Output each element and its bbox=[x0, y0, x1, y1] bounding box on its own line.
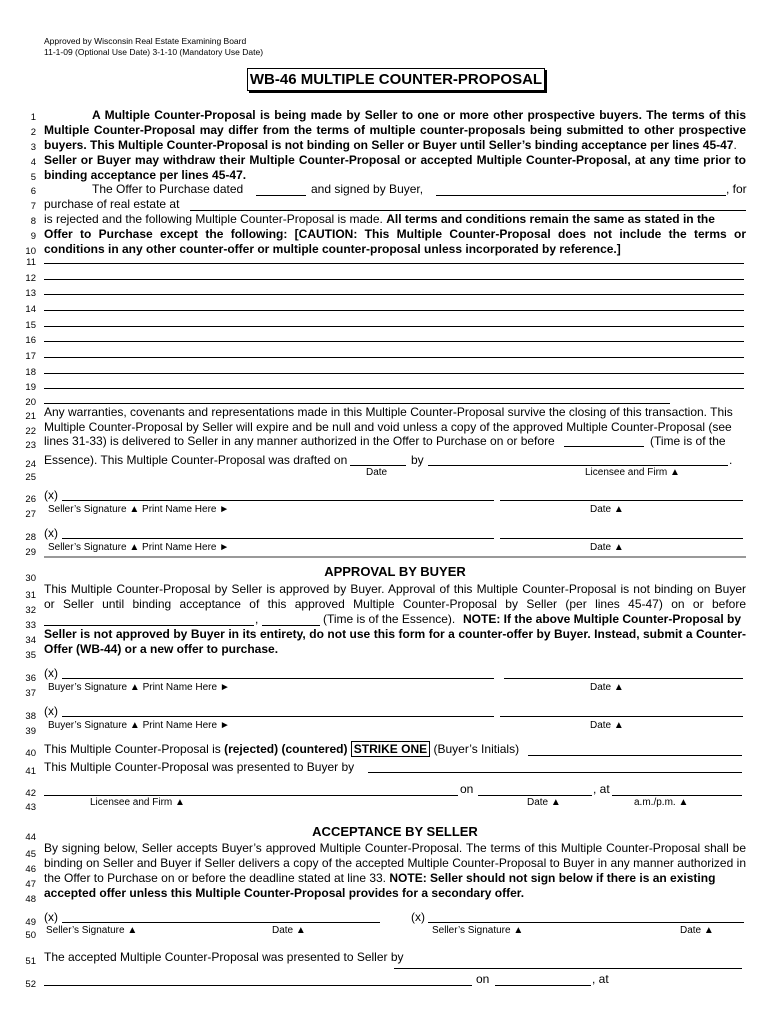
line-number: 13 bbox=[25, 288, 36, 299]
counter-terms-line-18[interactable] bbox=[44, 373, 744, 374]
counter-terms-line-13[interactable] bbox=[44, 294, 744, 295]
by-label: by bbox=[411, 453, 424, 467]
seller-2-x: (x) bbox=[44, 526, 58, 540]
presented-seller-firm-field[interactable] bbox=[44, 985, 472, 986]
intro-line-1: A Multiple Counter-Proposal is being made by Seller to one or more other prospective buyers. The terms of this bbox=[92, 108, 746, 122]
licensee-firm-caption-2: Licensee and Firm ▲ bbox=[90, 797, 185, 808]
line-34: Seller is not approved by Buyer in its entirety, do not use this form for a counter-offer by Buyer. Instead, submit a Counter- bbox=[44, 627, 746, 641]
counter-terms-line-16[interactable] bbox=[44, 341, 744, 342]
counter-terms-line-15[interactable] bbox=[44, 326, 744, 327]
line-number: 20 bbox=[25, 397, 36, 408]
line-21: Any warranties, covenants and representations made in this Multiple Counter-Proposal survive the closing of this transaction. This bbox=[44, 405, 733, 419]
line-9: Offer to Purchase except the following: [CAUTION: This Multiple Counter-Proposal does not include the terms or bbox=[44, 227, 746, 241]
line-number: 42 bbox=[25, 788, 36, 799]
deadline-field[interactable] bbox=[564, 446, 644, 447]
line-8: is rejected and the following Multiple Counter-Proposal is made. All terms and conditions remain the same as stated in the bbox=[44, 212, 715, 226]
time-of-essence-label: (Time is of the bbox=[650, 434, 726, 448]
line-number: 23 bbox=[25, 440, 36, 451]
line-number: 21 bbox=[25, 411, 36, 422]
buyer-1-x: (x) bbox=[44, 666, 58, 680]
counter-terms-line-19[interactable] bbox=[44, 388, 744, 389]
time-essence-text: (Time is of the Essence). bbox=[323, 612, 456, 626]
line-46: binding on Seller and Buyer if Seller delivers a copy of the accepted Multiple Counter-Proposal to Buyer in any manner authorized in bbox=[44, 856, 746, 870]
buyer-2-date-caption: Date ▲ bbox=[590, 720, 624, 731]
counter-terms-line-20[interactable] bbox=[44, 403, 670, 404]
date-caption-2: Date ▲ bbox=[527, 797, 561, 808]
line-number: 44 bbox=[25, 832, 36, 843]
for-label: , for bbox=[726, 182, 747, 196]
presented-buyer-firm-field[interactable] bbox=[44, 795, 458, 796]
line-number: 52 bbox=[25, 979, 36, 990]
line-number: 10 bbox=[25, 246, 36, 257]
presented-seller-date-field[interactable] bbox=[495, 985, 591, 986]
presented-to-buyer-by-field[interactable] bbox=[368, 772, 742, 773]
signed-by-buyer-label: and signed by Buyer, bbox=[311, 182, 424, 196]
line-48: accepted offer unless this Multiple Counter-Proposal provides for a secondary offer. bbox=[44, 886, 525, 900]
line-41-text: This Multiple Counter-Proposal was presented to Buyer by bbox=[44, 760, 355, 774]
accept-seller-1-x: (x) bbox=[44, 910, 58, 924]
accept-seller-2-signature-field[interactable] bbox=[428, 922, 744, 923]
line-number: 50 bbox=[25, 930, 36, 941]
line-number: 25 bbox=[25, 472, 36, 483]
accept-seller-2-x: (x) bbox=[411, 910, 425, 924]
accept-seller-1-caption: Seller’s Signature ▲ bbox=[46, 925, 138, 936]
presented-to-seller-by-field[interactable] bbox=[394, 968, 742, 969]
line-number: 5 bbox=[30, 172, 36, 183]
on-label: on bbox=[460, 782, 474, 796]
licensee-firm-caption: Licensee and Firm ▲ bbox=[585, 467, 680, 478]
seller-2-date-field[interactable] bbox=[500, 538, 743, 539]
accept-seller-1-date-caption: Date ▲ bbox=[272, 925, 306, 936]
line-number: 30 bbox=[25, 573, 36, 584]
line-number: 48 bbox=[25, 894, 36, 905]
offer-dated-label: The Offer to Purchase dated bbox=[92, 182, 244, 196]
presented-buyer-date-field[interactable] bbox=[478, 795, 592, 796]
line-number: 14 bbox=[25, 304, 36, 315]
line-number: 16 bbox=[25, 335, 36, 346]
line-number: 9 bbox=[30, 231, 36, 242]
seller-1-signature-caption: Seller’s Signature ▲ Print Name Here ► bbox=[48, 504, 230, 515]
note-not-approved: NOTE: If the above Multiple Counter-Proposal by bbox=[463, 612, 742, 626]
on-label-2: on bbox=[476, 972, 490, 986]
line-number: 32 bbox=[25, 605, 36, 616]
line-24-text: Essence). This Multiple Counter-Proposal was drafted on bbox=[44, 453, 348, 467]
at-label: , at bbox=[593, 782, 610, 796]
buyer-1-date-caption: Date ▲ bbox=[590, 682, 624, 693]
line-51-text: The accepted Multiple Counter-Proposal was presented to Seller by bbox=[44, 950, 404, 964]
line-31: This Multiple Counter-Proposal by Seller is approved by Buyer. Approval of this Multiple Counter-Proposal is not binding on Buyer bbox=[44, 582, 746, 596]
line-number: 3 bbox=[30, 142, 36, 153]
property-address-field[interactable] bbox=[190, 210, 746, 211]
approval-dates-text: 11-1-09 (Optional Use Date) 3-1-10 (Mandatory Use Date) bbox=[44, 47, 264, 57]
intro-line-4: Seller or Buyer may withdraw their Multiple Counter-Proposal or accepted Multiple Counter-Proposal, at any time prior to bbox=[44, 153, 746, 167]
counter-terms-line-14[interactable] bbox=[44, 310, 744, 311]
line-number: 41 bbox=[25, 766, 36, 777]
line-number: 36 bbox=[25, 673, 36, 684]
licensee-firm-field[interactable] bbox=[428, 465, 728, 466]
seller-1-signature-field[interactable] bbox=[62, 500, 494, 501]
counter-terms-line-11[interactable] bbox=[44, 263, 744, 264]
line-number: 26 bbox=[25, 494, 36, 505]
seller-1-date-field[interactable] bbox=[500, 500, 743, 501]
line-number: 37 bbox=[25, 688, 36, 699]
line-number: 28 bbox=[25, 532, 36, 543]
line-number: 38 bbox=[25, 711, 36, 722]
drafted-date-field[interactable] bbox=[350, 465, 406, 466]
intro-line-5: binding acceptance per lines 45-47. bbox=[44, 168, 247, 182]
line-40-text: This Multiple Counter-Proposal is (rejected) (countered) STRIKE ONE (Buyer’s Initials) bbox=[44, 742, 520, 756]
presented-buyer-time-field[interactable] bbox=[612, 795, 742, 796]
at-label-2: , at bbox=[592, 972, 609, 986]
buyer-2-date-field[interactable] bbox=[500, 716, 743, 717]
line-number: 51 bbox=[25, 956, 36, 967]
binding-deadline-date-field[interactable] bbox=[44, 625, 254, 626]
property-address-label: purchase of real estate at bbox=[44, 197, 180, 211]
buyer-2-x: (x) bbox=[44, 704, 58, 718]
line-number: 40 bbox=[25, 748, 36, 759]
line-number: 35 bbox=[25, 650, 36, 661]
line-number: 18 bbox=[25, 367, 36, 378]
line-23-text: lines 31-33) is delivered to Seller in any manner authorized in the Offer to Purchase on or before bbox=[44, 434, 555, 448]
line-number: 49 bbox=[25, 917, 36, 928]
line-number: 2 bbox=[30, 127, 36, 138]
line-number: 19 bbox=[25, 382, 36, 393]
strike-one-box: STRIKE ONE bbox=[351, 741, 430, 757]
line-number: 8 bbox=[30, 216, 36, 227]
line-number: 15 bbox=[25, 320, 36, 331]
line-22: Multiple Counter-Proposal by Seller will expire and be null and void unless a copy of the approved Multiple Counter-Proposal (see bbox=[44, 420, 732, 434]
approval-by-buyer-heading: APPROVAL BY BUYER bbox=[324, 564, 466, 579]
line-47: the Offer to Purchase on or before the deadline stated at line 33. NOTE: Seller should not sign below if there is an existing bbox=[44, 871, 716, 885]
buyer-1-signature-field[interactable] bbox=[62, 678, 494, 679]
line-number: 43 bbox=[25, 802, 36, 813]
binding-deadline-time-field[interactable] bbox=[262, 625, 320, 626]
line-number: 6 bbox=[30, 186, 36, 197]
line-45: By signing below, Seller accepts Buyer’s approved Multiple Counter-Proposal. The terms of this Multiple Counter-Proposal shall be bbox=[44, 841, 746, 855]
buyer-1-signature-caption: Buyer’s Signature ▲ Print Name Here ► bbox=[48, 682, 230, 693]
line-number: 11 bbox=[26, 257, 36, 268]
line-number: 47 bbox=[25, 879, 36, 890]
seller-2-date-caption: Date ▲ bbox=[590, 542, 624, 553]
line-number: 31 bbox=[25, 590, 36, 601]
line-number: 1 bbox=[30, 112, 36, 123]
line-number: 33 bbox=[25, 620, 36, 631]
counter-terms-line-12[interactable] bbox=[44, 279, 744, 280]
line-number: 34 bbox=[25, 635, 36, 646]
intro-line-2: Multiple Counter-Proposal may differ from the terms of multiple counter-proposals being submitted to other prospective bbox=[44, 123, 746, 137]
seller-1-x: (x) bbox=[44, 488, 58, 502]
date-caption: Date bbox=[366, 467, 388, 478]
section-divider bbox=[44, 556, 746, 558]
intro-line-3: buyers. This Multiple Counter-Proposal is not binding on Seller or Buyer until Seller’s binding acceptance per lines 45-47. bbox=[44, 138, 737, 152]
line-32: or Seller until binding acceptance of this approved Multiple Counter-Proposal by Seller (per lines 45-47) on or before bbox=[44, 597, 746, 611]
line-number: 45 bbox=[25, 849, 36, 860]
seller-2-signature-caption: Seller’s Signature ▲ Print Name Here ► bbox=[48, 542, 230, 553]
buyer-name-field[interactable] bbox=[436, 195, 726, 196]
line-number: 17 bbox=[25, 351, 36, 362]
line-number: 27 bbox=[25, 509, 36, 520]
ampm-caption: a.m./p.m. ▲ bbox=[634, 797, 689, 808]
acceptance-by-seller-heading: ACCEPTANCE BY SELLER bbox=[312, 824, 478, 839]
line-10: conditions in any other counter-offer or multiple counter-proposal unless incorporated by reference.] bbox=[44, 242, 621, 256]
line-number: 12 bbox=[25, 273, 36, 284]
line-number: 24 bbox=[25, 459, 36, 470]
line-number: 29 bbox=[25, 547, 36, 558]
period: . bbox=[729, 453, 733, 467]
line-number: 7 bbox=[30, 201, 36, 212]
approval-board-text: Approved by Wisconsin Real Estate Examining Board bbox=[44, 36, 247, 46]
comma: , bbox=[255, 612, 259, 626]
line-number: 39 bbox=[25, 726, 36, 737]
buyer-2-signature-field[interactable] bbox=[62, 716, 494, 717]
line-number: 46 bbox=[25, 864, 36, 875]
line-number: 4 bbox=[30, 157, 36, 168]
buyer-initials-field[interactable] bbox=[528, 755, 742, 756]
accept-seller-1-signature-field[interactable] bbox=[62, 922, 380, 923]
counter-terms-line-17[interactable] bbox=[44, 357, 744, 358]
accept-seller-2-caption: Seller’s Signature ▲ bbox=[432, 925, 524, 936]
accept-seller-2-date-caption: Date ▲ bbox=[680, 925, 714, 936]
form-title: WB-46 MULTIPLE COUNTER-PROPOSAL bbox=[247, 68, 545, 91]
buyer-2-signature-caption: Buyer’s Signature ▲ Print Name Here ► bbox=[48, 720, 230, 731]
buyer-1-date-field[interactable] bbox=[504, 678, 743, 679]
line-number: 22 bbox=[25, 426, 36, 437]
seller-2-signature-field[interactable] bbox=[62, 538, 494, 539]
line-35: Offer (WB-44) or a new offer to purchase. bbox=[44, 642, 279, 656]
offer-date-field[interactable] bbox=[256, 195, 306, 196]
seller-1-date-caption: Date ▲ bbox=[590, 504, 624, 515]
